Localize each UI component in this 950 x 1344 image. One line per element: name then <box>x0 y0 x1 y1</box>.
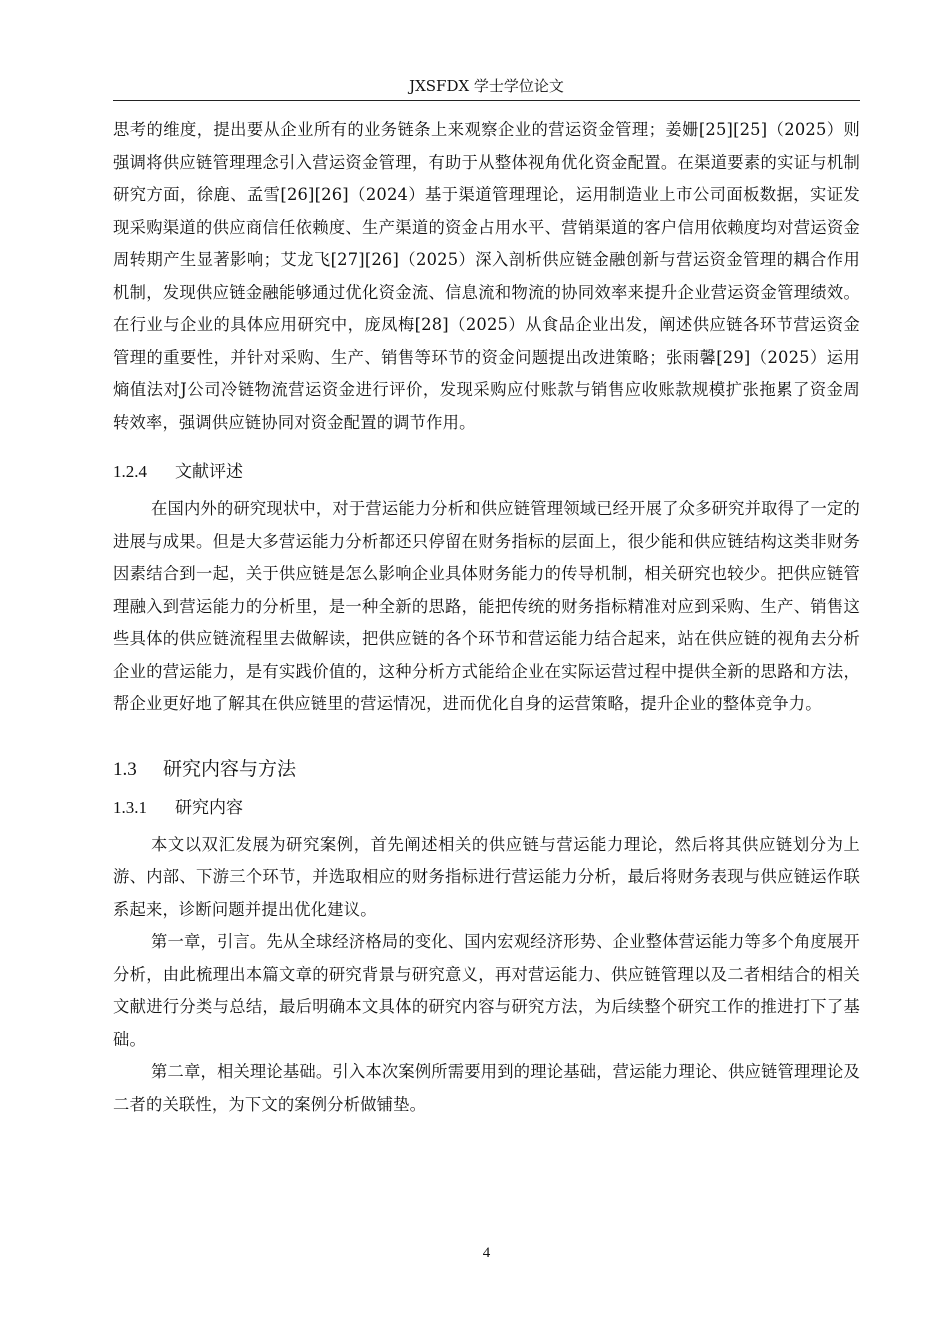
header-rule <box>113 100 860 101</box>
body-paragraph: 第二章，相关理论基础。引入本次案例所需要用到的理论基础，营运能力理论、供应链管理理论及二者的关联性，为下文的案例分析做铺垫。 <box>113 1062 860 1114</box>
body-paragraph: 本文以双汇发展为研究案例，首先阐述相关的供应链与营运能力理论，然后将其供应链划分为上游、内部、下游三个环节，并选取相应的财务指标进行营运能力分析，最后将财务表现与供应链运作联系起来，诊断问题并提出优化建议。 <box>113 834 860 919</box>
section-number: 1.3 <box>113 758 137 780</box>
section-heading-1-3 <box>113 754 860 785</box>
body-paragraph: 在国内外的研究现状中，对于营运能力分析和供应链管理领域已经开展了众多研究并取得了一定的进展与成果。但是大多营运能力分析都还只停留在财务指标的层面上，很少能和供应链结构这类非财务因素结合到一起，关于供应链是怎么影响企业具体财务能力的传导机制，相关研究也较少。把供应链管理融入到营运能力的分析里，是一种全新的思路，能把传统的财务指标精准对应到采购、生产、销售这些具体的供应链流程里去做解读，把供应链的各个环节和营运能力结合起来，站在供应链的视角去分析企业的营运能力，是有实践价值的，这种分析方式能给企业在实际运营过程中提供全新的思路和方法，帮企业更好地了解其在供应链里的营运情况，进而优化自身的运营策略，提升企业的整体竞争力。 <box>113 499 860 713</box>
page-number: 4 <box>482 1245 491 1261</box>
page-body <box>113 114 860 1121</box>
section-number: 1.2.4 <box>113 462 147 481</box>
section-title: 研究内容与方法 <box>163 757 297 780</box>
section-number: 1.3.1 <box>113 797 147 817</box>
section-heading-1-3-1 <box>113 793 860 823</box>
body-paragraph: 第一章，引言。先从全球经济格局的变化、国内宏观经济形势、企业整体营运能力等多个角度展开分析，由此梳理出本篇文章的研究背景与研究意义，再对营运能力、供应链管理以及二者相结合的相关文献进行分类与总结，最后明确本文具体的研究内容与研究方法，为后续整个研究工作的推进打下了基础。 <box>113 932 860 1049</box>
section-title: 文献评述 <box>175 462 243 482</box>
section-heading-1-2-4 <box>113 457 860 487</box>
section-title: 研究内容 <box>175 797 243 818</box>
running-header: JXSFDX 学士学位论文 <box>409 77 564 95</box>
body-paragraph: 思考的维度，提出要从企业所有的业务链条上来观察企业的营运资金管理；姜姗[25][25]（2025）则强调将供应链管理理念引入营运资金管理，有助于从整体视角优化资金配置。在渠道要素的实证与机制研究方面，徐鹿、孟雪[26][26]（2024）基于渠道管理理论，运用制造业上市公司面板数据，实证发现采购渠道的供应商信任依赖度、生产渠道的资金占用水平、营销渠道的客户信用依赖度均对营运资金周转期产生显著影响；艾龙飞[27][26]（2025）深入剖析供应链金融创新与营运资金管理的耦合作用机制，发现供应链金融能够通过优化资金流、信息流和物流的协同效率来提升企业营运资金管理绩效。在行业与企业的具体应用研究中，庞凤梅[28]（2025）从食品企业出发，阐述供应链各环节营运资金管理的重要性，并针对采购、生产、销售等环节的资金问题提出改进策略；张雨馨[29]（2025）运用熵值法对J公司冷链物流营运资金进行评价，发现采购应付账款与销售应收账款规模扩张拖累了资金周转效率，强调供应链协同对资金配置的调节作用。 <box>113 120 860 432</box>
